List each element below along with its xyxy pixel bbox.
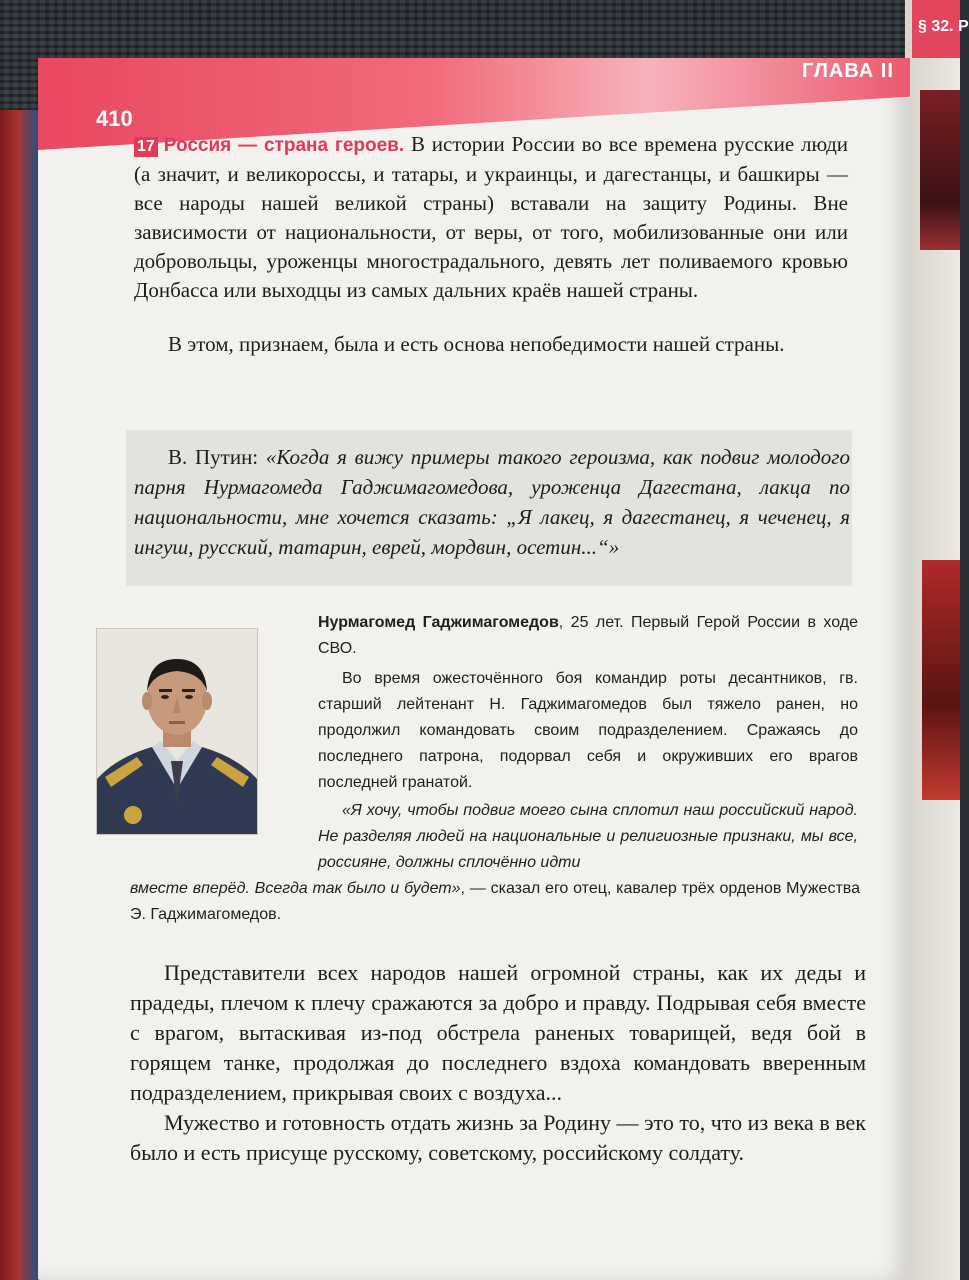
section-paragraph-2: В этом, признаем, была и есть основа непобедимости нашей страны. <box>168 332 785 356</box>
section-paragraph <box>134 130 848 305</box>
father-attribution: , — сказал его отец, кавалер трёх орденов Мужества Э. Гаджимагомедов. <box>130 880 861 923</box>
soldier-portrait-photo <box>96 628 258 835</box>
father-quote-end <box>130 876 860 928</box>
textbook-page <box>38 58 910 1280</box>
father-quote-part2: вместе вперёд. Всегда так было и будет» <box>130 880 461 897</box>
page-number: 410 <box>96 106 133 131</box>
section-paragraph-text: В истории России во все времена русские люди (а значит, и великороссы, и татары, и украинцы, и дагестанцы, и башкиры — все народы нашей великой страны) вставали на защиту Родины. Вне зависимости от национальности, от веры, от того, мобилизованные они или добровольцы, уроженцы многострадального, девять лет поливаемого кровью Донбасса или выходцы из самых дальних краёв нашей страны. <box>134 132 848 302</box>
quote-text: «Когда я вижу примеры такого героизма, как подвиг молодого парня Нурмагомеда Гаджимагомедова, уроженца Дагестана, лакца по национальности, мне хочется сказать: „Я лакец, я дагестанец, я чеченец, я ингуш, русский, татарин, еврей, мордвин, осетин...“» <box>134 445 850 559</box>
right-page-label: § 32. Р <box>918 18 969 35</box>
chapter-title: ГЛАВА II <box>802 60 894 82</box>
closing-text <box>130 958 866 1168</box>
hero-name: Нурмагомед Гаджимагомедов <box>318 614 559 631</box>
section-number-badge: 17 <box>134 137 158 157</box>
closing-paragraph-2: Мужество и готовность отдать жизнь за Родину — это то, что из века в век было и есть присуще русскому, советскому, российскому солдату. <box>130 1110 866 1165</box>
right-page-photo-lower <box>922 560 960 800</box>
father-quote-part1: «Я хочу, чтобы подвиг моего сына сплотил наш российский народ. Не разделяя людей на национальные и религиозные признаки, мы все, россияне, должны сплочённо идти <box>318 802 858 871</box>
hero-story: Во время ожесточённого боя командир роты десантников, гв. старший лейтенант Н. Гаджимагомедов был тяжело ранен, но продолжил командовать своим подразделением. Сражаясь до последнего патрона, подорвал себя и окруживших его врагов последней гранатой. <box>318 670 858 791</box>
quote-author: В. Путин: <box>168 445 259 469</box>
hero-caption <box>318 610 858 662</box>
right-page-photo <box>920 90 960 250</box>
hero-intro: , 25 лет. Первый Герой России в ходе СВО. <box>318 614 858 657</box>
putin-quote <box>134 442 850 562</box>
soldier-portrait-image <box>97 629 257 834</box>
section-title: Россия — страна героев. <box>163 135 405 156</box>
closing-paragraph-1: Представители всех народов нашей огромной страны, как их деды и прадеды, плечом к плечу сражаются за добро и правду. Подрывая себя вместе с врагом, вытаскивая из-под обстрела раненых товарищей, ведя бой в горящем танке, продолжая до последнего вздоха командовать вверенным подразделением, прикрывая своих с воздуха... <box>130 960 866 1105</box>
